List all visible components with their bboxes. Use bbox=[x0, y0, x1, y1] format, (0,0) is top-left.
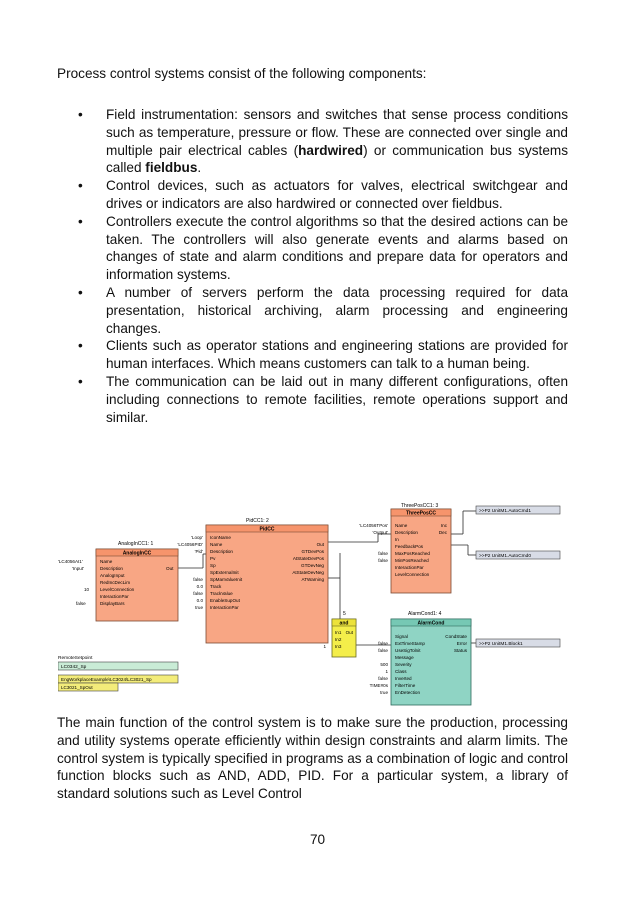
threepos-block bbox=[359, 503, 451, 593]
output-reference bbox=[476, 639, 560, 647]
component-list bbox=[78, 106, 568, 426]
svg-text:LC3021_SpOut: LC3021_SpOut bbox=[61, 685, 93, 690]
svg-text:Dec: Dec bbox=[438, 530, 447, 535]
svg-text:false: false bbox=[378, 648, 388, 653]
svg-text:true: true bbox=[195, 605, 203, 610]
svg-text:false: false bbox=[76, 601, 86, 606]
svg-text:1: 1 bbox=[323, 644, 326, 649]
alarm-type-label: AlarmCond bbox=[417, 620, 445, 627]
svg-text:Message: Message bbox=[395, 655, 414, 660]
analog-type-label: AnalogInCC bbox=[122, 550, 152, 557]
svg-text:Description: Description bbox=[100, 566, 123, 571]
bullet-point: • bbox=[78, 213, 83, 229]
svg-text:SpExternalInit: SpExternalInit bbox=[210, 570, 239, 575]
svg-text:InteractionPar: InteractionPar bbox=[395, 565, 424, 570]
svg-text:0.0: 0.0 bbox=[196, 584, 203, 589]
svg-text:Class: Class bbox=[395, 669, 407, 674]
svg-text:LC0342_Sp: LC0342_Sp bbox=[61, 665, 87, 670]
svg-text:Out: Out bbox=[166, 566, 174, 571]
svg-text:true: true bbox=[380, 690, 388, 695]
svg-text:Error: Error bbox=[456, 641, 467, 646]
remote-setpoint bbox=[58, 655, 178, 670]
bold-term-hardwired: hardwired bbox=[298, 142, 364, 158]
svg-text:'Pid': 'Pid' bbox=[194, 549, 203, 554]
svg-text:Severity: Severity bbox=[395, 662, 412, 667]
svg-text:ExtTimeStamp: ExtTimeStamp bbox=[395, 641, 425, 646]
pid-block bbox=[177, 518, 328, 643]
svg-text:In1: In1 bbox=[335, 630, 342, 635]
svg-text:In3: In3 bbox=[335, 644, 342, 649]
svg-text:'LC4056PID': 'LC4056PID' bbox=[177, 542, 203, 547]
svg-text:Name: Name bbox=[210, 542, 223, 547]
svg-text:Description: Description bbox=[395, 530, 418, 535]
svg-text:GTDevNeg: GTDevNeg bbox=[301, 563, 324, 568]
intro-paragraph: Process control systems consist of the following components: bbox=[57, 66, 427, 81]
svg-text:FilterTime: FilterTime bbox=[395, 683, 416, 688]
svg-text:EnableSupOut: EnableSupOut bbox=[210, 598, 240, 603]
svg-text:'Output': 'Output' bbox=[372, 530, 388, 535]
svg-text:'LC4056AI1': 'LC4056AI1' bbox=[58, 559, 83, 564]
svg-text:>>P2 UnitM1.AutoCmd0: >>P2 UnitM1.AutoCmd0 bbox=[479, 554, 531, 559]
svg-text:Inverted: Inverted bbox=[395, 676, 412, 681]
svg-text:10: 10 bbox=[84, 587, 90, 592]
engineering-reference bbox=[58, 675, 178, 691]
svg-text:'Input': 'Input' bbox=[72, 566, 84, 571]
svg-text:AtStateDevPos: AtStateDevPos bbox=[292, 556, 324, 561]
list-item: • Clients such as operator stations and engineering stations are provided for human interfaces. Which means customers can talk to a human being. bbox=[78, 338, 568, 372]
svg-text:Out: Out bbox=[345, 630, 353, 635]
analog-in-block bbox=[58, 541, 178, 621]
bullet-point: • bbox=[78, 178, 83, 194]
svg-text:MaxPosReached: MaxPosReached bbox=[395, 551, 430, 556]
svg-text:UseSigTolnit: UseSigTolnit bbox=[395, 648, 421, 653]
bold-term-fieldbus: fieldbus bbox=[145, 160, 198, 176]
pid-instance-label: PidCC1: 2 bbox=[246, 518, 269, 524]
svg-text:InteractionPar: InteractionPar bbox=[100, 594, 129, 599]
svg-text:EnDetection: EnDetection bbox=[395, 690, 421, 695]
bullet-point: • bbox=[78, 284, 83, 300]
svg-text:RedIncDecLim: RedIncDecLim bbox=[100, 580, 131, 585]
svg-text:>>P2 UnitM1.Block1: >>P2 UnitM1.Block1 bbox=[479, 642, 523, 647]
svg-text:'LC4056TPos': 'LC4056TPos' bbox=[359, 523, 388, 528]
page-number: 70 bbox=[309, 832, 326, 847]
svg-text:EngWorkplaceExample\LC3024\LC3: EngWorkplaceExample\LC3024\LC3021_Sp bbox=[61, 677, 152, 682]
svg-text:SpManValueInit: SpManValueInit bbox=[210, 577, 243, 582]
alarm-cond-block bbox=[370, 611, 471, 705]
svg-text:MinPosReached: MinPosReached bbox=[395, 558, 429, 563]
svg-text:TrackValue: TrackValue bbox=[210, 591, 233, 596]
svg-text:Name: Name bbox=[395, 523, 408, 528]
svg-text:Signal: Signal bbox=[395, 634, 408, 639]
svg-text:0.0: 0.0 bbox=[196, 598, 203, 603]
bullet-point: • bbox=[78, 338, 83, 354]
svg-text:AnalogInput: AnalogInput bbox=[100, 573, 125, 578]
list-item: • A number of servers perform the data processing required for data presentation, historical archiving, alarm processing and engineering changes. bbox=[78, 284, 568, 336]
bullet-point: • bbox=[78, 373, 83, 389]
svg-text:false: false bbox=[378, 641, 388, 646]
svg-text:false: false bbox=[193, 577, 203, 582]
svg-text:RemoteSetpoint: RemoteSetpoint bbox=[58, 656, 93, 661]
svg-text:false: false bbox=[378, 551, 388, 556]
svg-text:InteractionPar: InteractionPar bbox=[210, 605, 239, 610]
list-item: • Field instrumentation: sensors and switches that sense process conditions such as temperature, pressure or flow. These are connected over single and multiple pair electrical cables (hardwired) or communication bus systems called fieldbus. bbox=[78, 107, 569, 176]
function-block-diagram bbox=[58, 497, 578, 707]
svg-text:LevelConnection: LevelConnection bbox=[100, 587, 135, 592]
bullet-point: • bbox=[78, 107, 83, 122]
list-item: • Control devices, such as actuators for valves, electrical switchgear and drives or indicators are also hardwired or connected over fieldbus. bbox=[78, 178, 568, 211]
svg-text:Pv: Pv bbox=[210, 556, 216, 561]
and-instance-label: 5 bbox=[343, 611, 346, 617]
svg-text:ATWarning: ATWarning bbox=[301, 577, 324, 582]
svg-text:Status: Status bbox=[453, 648, 467, 653]
alarm-instance-label: AlarmCond1: 4 bbox=[408, 611, 442, 617]
svg-text:LevelConnection: LevelConnection bbox=[395, 572, 430, 577]
output-reference bbox=[476, 551, 560, 559]
svg-text:'Loop': 'Loop' bbox=[191, 535, 203, 540]
threepos-type-label: ThreePosCC bbox=[405, 510, 437, 517]
list-item: • Controllers execute the control algorithms so that the desired actions can be taken. The controllers will also generate events and alarms based on changes of state and alarm conditions and prepare data for operators and information systems. bbox=[78, 213, 568, 283]
svg-text:false: false bbox=[378, 676, 388, 681]
svg-text:AtStateDevNeg: AtStateDevNeg bbox=[292, 570, 324, 575]
threepos-instance-label: ThreePosCC1: 3 bbox=[401, 503, 439, 509]
svg-text:false: false bbox=[378, 558, 388, 563]
svg-text:Out: Out bbox=[316, 542, 324, 547]
svg-text:false: false bbox=[193, 591, 203, 596]
svg-text:1: 1 bbox=[385, 669, 388, 674]
svg-text:IconName: IconName bbox=[210, 535, 231, 540]
svg-text:Inc: Inc bbox=[440, 523, 447, 528]
svg-text:TIME#0s: TIME#0s bbox=[369, 683, 388, 688]
analog-instance-label: AnalogInCC1: 1 bbox=[118, 541, 154, 547]
output-reference bbox=[476, 506, 560, 514]
svg-text:Name: Name bbox=[100, 559, 113, 564]
svg-text:CondState: CondState bbox=[445, 634, 467, 639]
svg-text:Description: Description bbox=[210, 549, 233, 554]
svg-text:>>P2 UnitM1.AutoCmd1: >>P2 UnitM1.AutoCmd1 bbox=[479, 509, 531, 514]
svg-text:DisplayBars: DisplayBars bbox=[100, 601, 125, 606]
svg-text:In: In bbox=[395, 537, 399, 542]
svg-text:Sp: Sp bbox=[210, 563, 216, 568]
svg-text:GTDevPos: GTDevPos bbox=[301, 549, 324, 554]
svg-text:500: 500 bbox=[380, 662, 388, 667]
and-type-label: and bbox=[339, 620, 349, 627]
svg-text:In2: In2 bbox=[335, 637, 342, 642]
pid-type-label: PidCC bbox=[259, 526, 275, 533]
list-item: • The communication can be laid out in many different configurations, often including connections to remote facilities, remote operations support and similar. bbox=[78, 373, 568, 425]
svg-text:FeedbackPos: FeedbackPos bbox=[395, 544, 424, 549]
closing-paragraph: The main function of the control system is to make sure the production, processing and utility systems operate efficiently within design constraints and alarm limits. The control system is typically specified in programs as a combination of logic and control function blocks such as AND, ADD, PID. For a particular system, a library of standard solutions such as Level Control bbox=[57, 715, 568, 802]
svg-text:Track: Track bbox=[210, 584, 222, 589]
